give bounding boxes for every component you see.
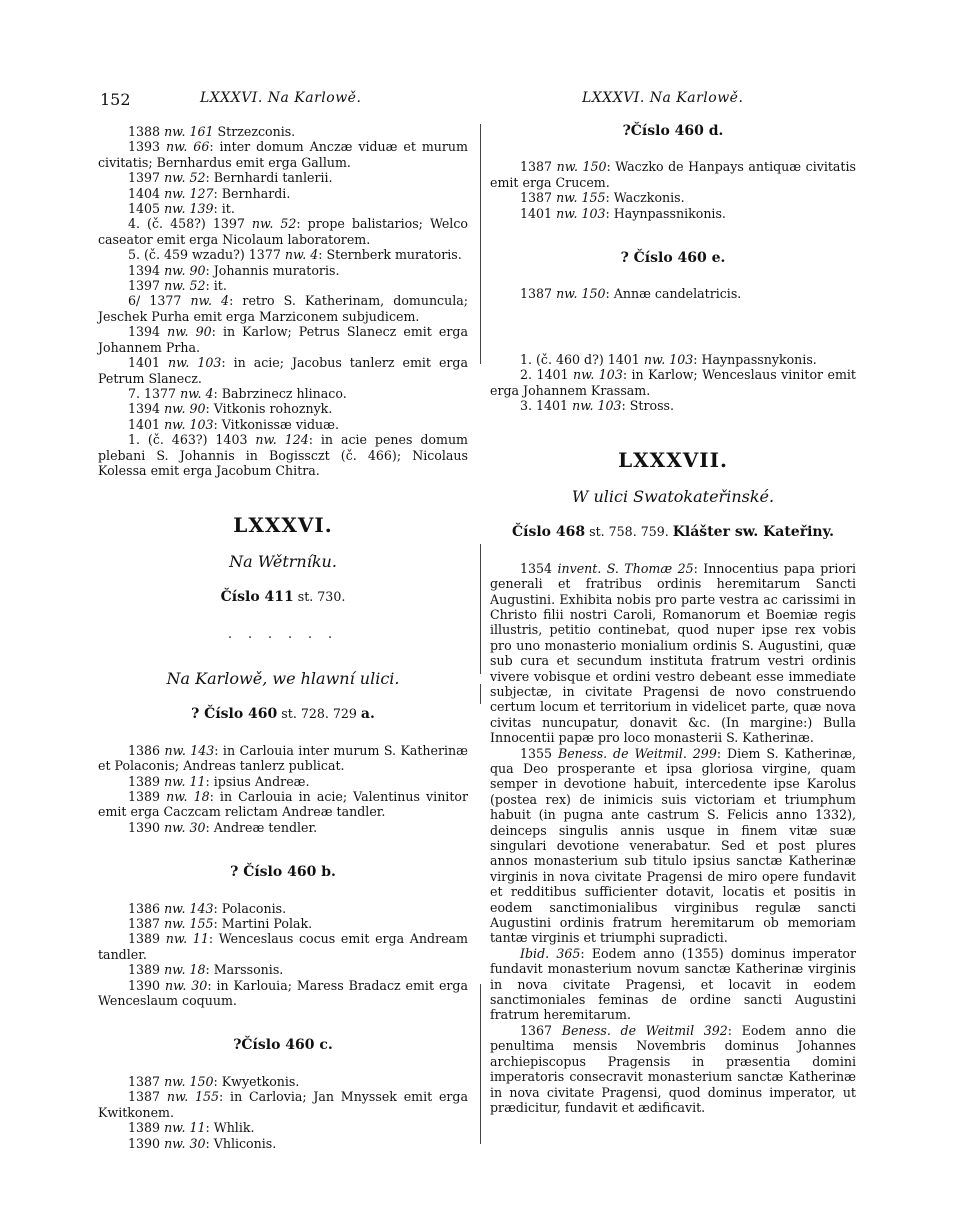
- entry-source: nw. 30: [164, 1135, 206, 1151]
- right-column: [490, 124, 856, 1115]
- entry: [98, 789, 468, 820]
- entry-prefix: 1387: [520, 286, 557, 302]
- entry-prefix: 1397: [128, 278, 165, 294]
- entry-text: : ipsius Andreæ.: [205, 773, 310, 789]
- entry-source: invent. S. Thomæ 25: [557, 560, 694, 576]
- entry: [98, 916, 468, 931]
- entry-source: nw. 4: [284, 247, 319, 263]
- entry: [490, 946, 856, 1023]
- entry-prefix: 1387: [128, 1073, 165, 1089]
- entry-source: nw. 52: [164, 278, 206, 294]
- entry-text: : in Karlow; Wenceslaus vinitor emit erga Johannem Krassam.: [490, 367, 856, 398]
- entry-source: nw. 52: [251, 216, 297, 232]
- entry: [98, 1136, 468, 1151]
- entry: [98, 401, 468, 416]
- section-title-lxxxvi: LXXXVI.: [233, 513, 333, 538]
- entry-source: nw. 103: [643, 351, 694, 367]
- entry-source: nw. 18: [164, 962, 206, 978]
- entry-prefix: 1355: [520, 745, 558, 761]
- entry-source: nw. 103: [164, 416, 214, 432]
- entries-460c: [98, 1074, 468, 1151]
- entry-text: : in Karlouia; Maress Bradacz emit erga Wenceslaum coquum.: [98, 977, 468, 1009]
- entry: [98, 170, 468, 185]
- entry-text: : in acie penes domum plebani S. Johannis in Bogissczt (č. 466); Nicolaus Kolessa emit erga Jacobum Chitra.: [98, 432, 468, 478]
- cislo-411-heading: [98, 589, 468, 605]
- entry: [98, 247, 468, 262]
- entry: [490, 746, 856, 946]
- entry-source: nw. 18: [166, 789, 210, 804]
- right-running-head: LXXXVI. Na Karlowě.: [582, 90, 744, 106]
- entry-text: : Haynpassnykonis.: [693, 351, 817, 367]
- entry-source: Ibid. 365: [520, 945, 581, 961]
- entry-source: nw. 103: [556, 205, 606, 221]
- entry-prefix: 4. (č. 458?) 1397: [128, 216, 252, 232]
- entry-source: Beness. de Weitmil. 299: [557, 745, 717, 761]
- entry: [98, 386, 468, 401]
- entry-text: : it.: [205, 278, 227, 294]
- entry-source: nw. 4: [190, 293, 230, 309]
- entry-source: nw. 155: [556, 190, 606, 206]
- entry: [98, 743, 468, 774]
- entry: [98, 1120, 468, 1135]
- cislo-460a-rest: st. 728. 729: [277, 706, 361, 722]
- entry-text: : Bernhardi tanlerii.: [205, 170, 333, 186]
- left-running-head: LXXXVI. Na Karlowě.: [200, 90, 362, 106]
- column-divider: [480, 124, 481, 1144]
- entry-source: nw. 143: [164, 742, 215, 758]
- entry-text: : Babrzinecz hlinaco.: [213, 385, 347, 401]
- entry-text: : Innocentius papa priori generali et fratribus ordinis heremitarum Sancti Augustini. Exhibita nobis pro parte vestra ac carissimi in Christo filii nostri Caroli, Romanorum et Boemiæ regis illustris, petitio continebat, quod nuper ipse rex vobis pro uno monasterio monialium ordinis S. Augustini, quæ sub cura et secundum instituta fratrum vestri ordinis vivere vobisque et ordini vestro debeant esse immediate subjectæ, in civitate Pragensi de novo construendo certum locum et territorium in videlicet parte, quæ nova civitas nuncupatur, donavit &c. (In margine:) Bulla Innocentii papæ pro loco monasterii S. Katherinæ.: [490, 560, 856, 746]
- entry-text: : Eodem anno die penultima mensis Novembris dominus Johannes archiepiscopus Pragensis in præsentia domini imperatoris consecravit monasterium sanctæ Katherinæ in nova civitate Pragensi, quod dominus imperator, ut prædicitur, fundavit et ædificavit.: [490, 1022, 856, 1115]
- cislo-468-rest: st. 758. 759.: [585, 524, 673, 540]
- entry-text: : Vitkonissæ viduæ.: [213, 416, 339, 432]
- entry-source: nw. 143: [164, 900, 214, 916]
- entry-source: nw. 90: [164, 401, 206, 417]
- entry-text: : Marssonis.: [205, 962, 284, 978]
- entry-source: nw. 139: [164, 201, 214, 217]
- entry-text: : in Karlow; Petrus Slanecz emit erga Johannem Prha.: [98, 324, 468, 355]
- entry: [98, 201, 468, 216]
- entry-source: nw. 150: [556, 159, 607, 175]
- entry: [98, 186, 468, 201]
- entry: [490, 367, 856, 398]
- entry-prefix: 1405: [128, 201, 165, 217]
- entry-prefix: 1394: [128, 401, 165, 417]
- cislo-468-suffix: Klášter sw. Kateřiny.: [672, 524, 834, 541]
- entry-source: nw. 161: [164, 124, 214, 139]
- entry-prefix: 1388: [128, 124, 165, 139]
- entry-prefix: 1. (č. 463?) 1403: [128, 432, 256, 448]
- cislo-460a-label: ? Číslo 460: [191, 706, 278, 723]
- entry-source: nw. 127: [164, 185, 214, 201]
- entry-prefix: 1404: [128, 185, 165, 201]
- entry: [98, 1089, 468, 1120]
- entry-text: : Kwyetkonis.: [213, 1073, 300, 1089]
- entry: [98, 355, 468, 386]
- cislo-460b-heading: ? Číslo 460 b.: [230, 864, 336, 881]
- entry-prefix: 3. 1401: [520, 398, 573, 414]
- entry: [490, 1023, 856, 1115]
- street-title: Na Karlowě, we hlawní ulici.: [166, 668, 400, 688]
- entry-prefix: 1390: [128, 1135, 165, 1151]
- entry-prefix: 1394: [128, 262, 165, 278]
- section-subtitle-wetrniku: Na Wětrníku.: [229, 551, 337, 571]
- entry: [98, 1074, 468, 1089]
- entry-prefix: 6/ 1377: [128, 293, 191, 309]
- entry-prefix: 1389: [128, 773, 165, 789]
- page-number: 152: [100, 90, 131, 109]
- entries-misc: [490, 352, 856, 414]
- entry-prefix: 1389: [128, 789, 167, 804]
- entry-prefix: 1401: [520, 205, 557, 221]
- entry-prefix: 1390: [128, 977, 165, 993]
- entry: [490, 286, 856, 301]
- cislo-460e-heading: ? Číslo 460 e.: [620, 250, 726, 267]
- entry-text: : in acie; Jacobus tanlerz emit erga Petrum Slanecz.: [98, 355, 468, 386]
- entry-text: : retro S. Katherinam, domuncula; Jeschek Purha emit erga Marziconem subjudicem.: [98, 293, 469, 324]
- entry-text: : Eodem anno (1355) dominus imperator fundavit monasterium novum sanctæ Katherinæ virginis in nova civitate Pragensi, et locavit in eodem sanctimoniales feminas de ordine sancti Augustini fratrum heremitarum.: [490, 945, 857, 1023]
- entry-prefix: 1401: [128, 416, 165, 432]
- cislo-468-label: Číslo 468: [512, 524, 586, 541]
- entry-source: nw. 103: [168, 355, 222, 371]
- left-column: [98, 124, 468, 1151]
- entry: [98, 263, 468, 278]
- entry-prefix: 1367: [520, 1022, 562, 1038]
- entry: [490, 206, 856, 221]
- entry-prefix: 1393: [128, 139, 166, 155]
- entries-460e: [490, 286, 856, 301]
- cislo-411-label: Číslo 411: [220, 589, 294, 606]
- entries-460a: [98, 743, 468, 835]
- cislo-460a-heading: [98, 706, 468, 722]
- entry: [98, 774, 468, 789]
- entry: [490, 352, 856, 367]
- entry-source: nw. 11: [164, 773, 206, 789]
- entry-prefix: 1389: [128, 931, 166, 947]
- entry: [98, 278, 468, 293]
- entry: [98, 432, 468, 478]
- left-entries: [98, 124, 468, 478]
- entry: [490, 190, 856, 205]
- entry-prefix: 1387: [128, 916, 165, 932]
- entry-source: nw. 150: [556, 286, 606, 302]
- entry-source: nw. 103: [572, 367, 623, 383]
- entry: [490, 561, 856, 746]
- entry-prefix: 1387: [520, 159, 557, 175]
- entry-text: : Haynpassnikonis.: [605, 205, 726, 221]
- entry-prefix: 1354: [520, 560, 558, 576]
- entry-text: : Martini Polak.: [213, 916, 313, 932]
- entry-text: : Johannis muratoris.: [205, 262, 340, 278]
- entry-source: nw. 11: [164, 1120, 206, 1136]
- entry-prefix: 1386: [128, 742, 165, 758]
- entries-460d: [490, 159, 856, 221]
- entry-prefix: 1389: [128, 1120, 165, 1136]
- entry: [490, 398, 856, 413]
- entry-text: : Stross.: [621, 398, 674, 414]
- entry-text: : inter domum Anczæ viduæ et murum civitatis; Bernhardus emit erga Gallum.: [98, 139, 468, 170]
- right-paragraphs: [490, 561, 856, 1116]
- entry: [98, 324, 468, 355]
- entry: [98, 124, 468, 139]
- entry-text: : Waczkonis.: [605, 190, 685, 206]
- entry-source: nw. 103: [572, 398, 622, 414]
- entry-text: : Vitkonis rohoznyk.: [205, 401, 333, 417]
- entry: [98, 901, 468, 916]
- entry-text: : in Carlouia inter murum S. Katherinæ et Polaconis; Andreas tanlerz publicat.: [98, 742, 468, 774]
- entry-prefix: 1401: [128, 355, 169, 371]
- entry-prefix: 1386: [128, 900, 165, 916]
- entry-source: nw. 124: [255, 432, 309, 448]
- entry: [98, 820, 468, 835]
- cislo-460c-heading: ?Číslo 460 c.: [233, 1037, 333, 1054]
- entry: [490, 159, 856, 190]
- entry: [98, 293, 468, 324]
- entry-text: : in Carlouia in acie; Valentinus vinitor emit erga Caczcam relictam Andreæ tandler.: [98, 789, 468, 820]
- entry-source: nw. 90: [167, 324, 212, 340]
- entry-prefix: 5. (č. 459 wzadu?) 1377: [128, 247, 285, 263]
- entry-source: nw. 90: [164, 262, 206, 278]
- entries-460b: [98, 901, 468, 1009]
- entry-source: nw. 66: [165, 139, 210, 155]
- entry-text: : Vhliconis.: [205, 1135, 277, 1151]
- entry-source: nw. 11: [165, 931, 209, 947]
- entry-text: : Whlik.: [205, 1120, 255, 1136]
- entry-prefix: 1390: [128, 819, 165, 835]
- entry-text: : Wenceslaus cocus emit erga Andream tandler.: [98, 931, 468, 962]
- entry: [98, 978, 468, 1009]
- ellipsis-dots: . . . . . .: [227, 625, 339, 641]
- entry: [98, 139, 468, 170]
- entry-prefix: 7. 1377: [128, 385, 181, 401]
- entry: [98, 931, 468, 962]
- entry-prefix: 2. 1401: [520, 367, 573, 383]
- entry-text: : prope balistarios; Welco caseator emit erga Nicolaum laboratorem.: [98, 216, 468, 247]
- entry-text: : Waczko de Hanpays antiquæ civitatis emit erga Crucem.: [490, 159, 856, 190]
- entry: [98, 962, 468, 977]
- entry-text: : Bernhardi.: [213, 185, 291, 201]
- entry-prefix: 1387: [128, 1089, 167, 1105]
- entry-text: : Polaconis.: [213, 900, 287, 916]
- entry-text: : Andreæ tendler.: [205, 819, 318, 835]
- entry-prefix: 1394: [128, 324, 168, 340]
- entry-text: : Sternberk muratoris.: [318, 247, 462, 263]
- entry-source: nw. 30: [164, 819, 206, 835]
- section-subtitle-swatokaterinske: W ulici Swatokateřinské.: [571, 486, 775, 506]
- entry-text: : Diem S. Katherinæ, qua Deo prosperante et ipsa gloriosa virgine, quam semper in devotione habuit, intercedente ipse Karolus (postea rex) de inimicis suis victoriam et triumphum habuit (in pugna ante castrum S. Felicis anno 1332), deinceps singulis annis usque in finem vitæ suæ singulari devotione venerabatur. Sed et post plures annos monasterium sub titulo ipsius sanctæ Katherinæ virginis in nova civitate Pragensi de miro opere fundavit et redditibus sufficienter dotavit, locatis et positis in eodem sanctimonialibus virginibus regulæ sancti Augustini ordinis fratrum heremitarum ob memoriam tantæ virginis et triumphi supradicti.: [490, 745, 856, 946]
- entry-prefix: 1. (č. 460 d?) 1401: [520, 351, 644, 367]
- entry-text: : it.: [213, 201, 235, 217]
- section-title-lxxxvii: LXXXVII.: [618, 448, 728, 473]
- cislo-468-heading: [490, 524, 856, 540]
- entry-text: : in Carlovia; Jan Mnyssek emit erga Kwitkonem.: [98, 1089, 468, 1120]
- entry-prefix: 1397: [128, 170, 165, 186]
- entry-prefix: 1387: [520, 190, 557, 206]
- entry-prefix: 1389: [128, 962, 165, 978]
- entry-text: : Annæ candelatricis.: [605, 286, 742, 302]
- entry-source: nw. 155: [166, 1089, 220, 1105]
- entry: [98, 417, 468, 432]
- cislo-460d-heading: ?Číslo 460 d.: [622, 123, 724, 139]
- entry-source: nw. 155: [164, 916, 214, 932]
- entry-source: nw. 30: [164, 977, 208, 993]
- cislo-460a-suffix: a.: [360, 706, 375, 723]
- entry: [98, 216, 468, 247]
- entry-source: Beness. de Weitmil 392: [561, 1022, 728, 1038]
- entry-text: Strzezconis.: [213, 124, 296, 139]
- entry-source: nw. 150: [164, 1073, 214, 1089]
- entry-source: nw. 52: [164, 170, 206, 186]
- entry-source: nw. 4: [180, 385, 214, 401]
- cislo-411-rest: st. 730.: [293, 589, 346, 605]
